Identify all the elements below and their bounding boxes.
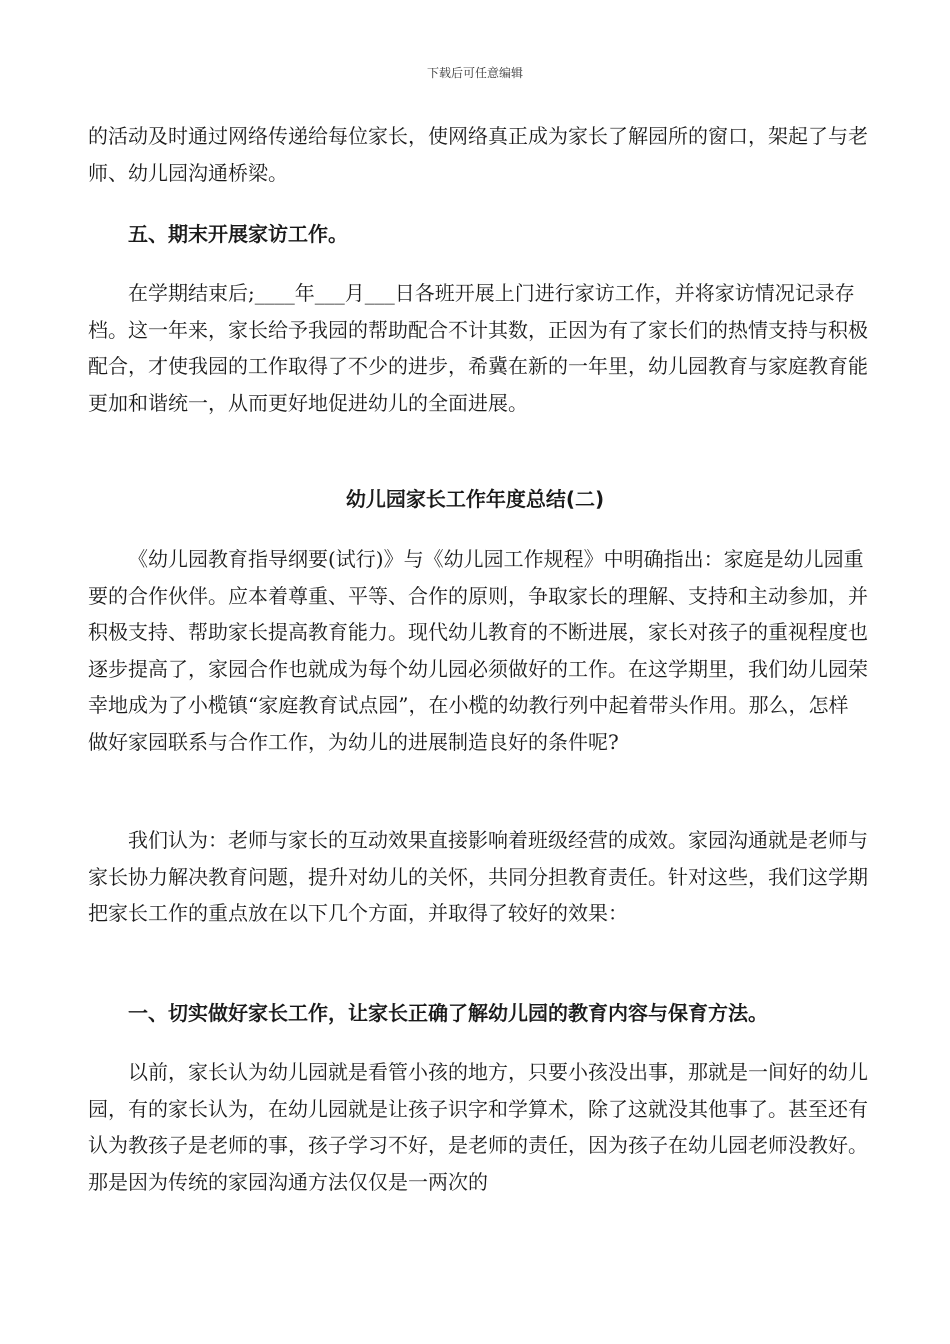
page-header-note: 下载后可任意编辑 (426, 66, 523, 80)
document-title-part-2: 幼儿园家长工作年度总结(二) (345, 487, 605, 511)
paragraph-intro: 《幼儿园教育指导纲要(试行)》与《幼儿园工作规程》中明确指出：家庭是幼儿园重要的合作伙伴。应本着尊重、平等、合作的原则，争取家长的理解、支持和主动参加，并积极支持、帮助家长提高教育能力。现代幼儿教育的不断进展，家长对孩子的重视程度也逐步提高了，家园合作也就成为每个幼儿园必须做好的工作。在这学期里，我们幼儿园荣幸地成为了小榄镇“家庭教育试点园”，在小榄的幼教行列中起着带头作用。那么，怎样做好家园联系与合作工作，为幼儿的进展制造良好的条件呢? (88, 547, 868, 754)
paragraph-home-visits: 在学期结束后;____年___月___日各班开展上门进行家访工作，并将家访情况记录存档。这一年来，家长给予我园的帮助配合不计其数，正因为有了家长们的热情支持与积极配合，才使我园的工作取得了不少的进步，希冀在新的一年里，幼儿园教育与家庭教育能更加和谐统一，从而更好地促进幼儿的全面进展。 (88, 281, 868, 415)
paragraph-views: 我们认为：老师与家长的互动效果直接影响着班级经营的成效。家园沟通就是老师与家长协力解决教育问题，提升对幼儿的关怀，共同分担教育责任。针对这些，我们这学期把家长工作的重点放在以下几个方面，并取得了较好的效果： (88, 828, 868, 925)
paragraph-past-views: 以前，家长认为幼儿园就是看管小孩的地方，只要小孩没出事，那就是一间好的幼儿园，有的家长认为，在幼儿园就是让孩子识字和学算术，除了这就没其他事了。甚至还有认为教孩子是老师的事，孩子学习不好，是老师的责任，因为孩子在幼儿园老师没教好。那是因为传统的家园沟通方法仅仅是一两次的 (88, 1060, 868, 1194)
section-heading-5: 五、期末开展家访工作。 (128, 222, 348, 246)
paragraph-continued: 的活动及时通过网络传递给每位家长，使网络真正成为家长了解园所的窗口，架起了与老师、幼儿园沟通桥梁。 (88, 124, 868, 185)
section-heading-1: 一、切实做好家长工作，让家长正确了解幼儿园的教育内容与保育方法。 (128, 1001, 768, 1025)
